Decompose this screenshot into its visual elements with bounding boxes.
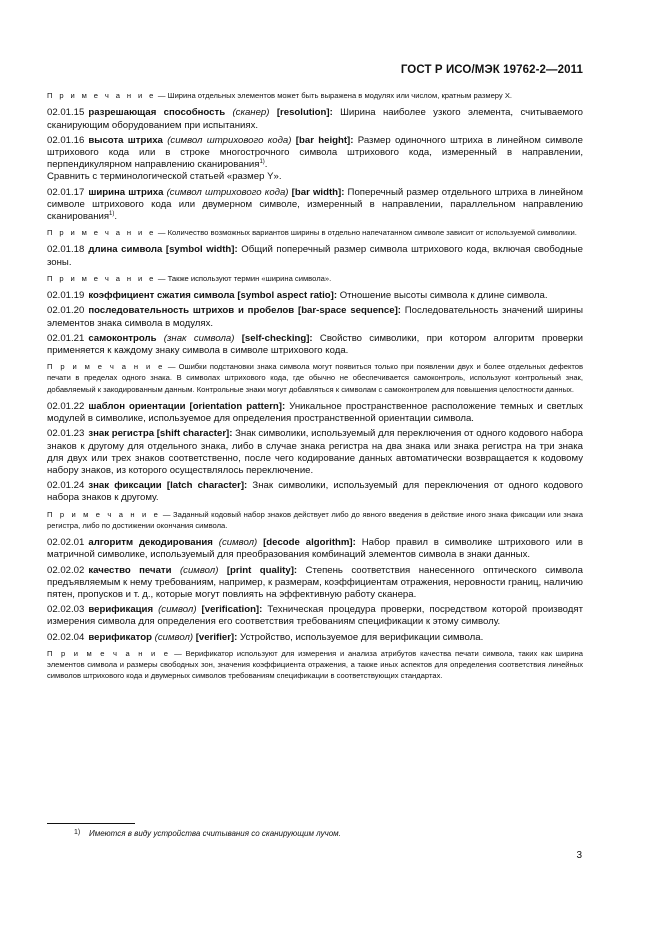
footnote-ref: 1) (109, 210, 115, 217)
term-qualifier: (сканер) (232, 107, 270, 119)
term-english: [verification]: (201, 604, 263, 616)
term-entry (47, 565, 583, 602)
footnote-ref: 1) (259, 159, 265, 166)
term-definition: Отношение высоты символа к длине символа. (337, 290, 548, 302)
note-label: П р и м е ч а н и е (47, 273, 156, 283)
term-entry (47, 290, 583, 302)
term-name: самоконтроль (88, 332, 157, 344)
term-entry (47, 135, 583, 172)
term-qualifier: (символ) (154, 631, 194, 643)
note (47, 90, 583, 101)
term-qualifier: (символ) (158, 604, 197, 616)
term-entry (47, 187, 583, 224)
term-english: [shift character]: (156, 428, 233, 440)
term-cross-reference: Сравнить с терминологической статьей «размер Y». (47, 171, 282, 183)
footnote-number: 1) (74, 829, 81, 836)
term-english: [bar width]: (291, 186, 345, 198)
term-number: 02.01.23 (47, 428, 85, 440)
term-english: [verifier]: (195, 631, 238, 643)
term-name: последовательность штрихов и пробелов (88, 305, 295, 317)
term-entry (47, 333, 583, 357)
term-number: 02.02.02 (47, 564, 85, 576)
note (47, 509, 583, 532)
term-definition: Знак символики, используемый для переключения от одного кодового набора знаков к другому для отдельного знака, либо в случае знака регистра на два знака или знака регистра на три знака для двух или трех знаков соответственно, после чего кодирование данных автоматически возвращается к кодовому набору знаков, из которого осуществлялось переключение. (47, 428, 584, 477)
term-entry (47, 604, 583, 628)
term-number: 02.01.18 (47, 244, 85, 256)
term-qualifier: (символ) (218, 537, 258, 549)
note-text: — Заданный кодовый набор знаков действует либо до явного введения в действие иного знака фиксации или знака регистра, либо по достижении окончания символа. (47, 509, 584, 530)
note-label: П р и м е ч а н и е (47, 362, 165, 372)
document-header: ГОСТ Р ИСО/МЭК 19762-2—2011 (400, 64, 583, 76)
term-number: 02.01.19 (47, 290, 85, 302)
note (47, 273, 583, 284)
term-english: [bar-space sequence]: (298, 305, 401, 317)
document-body (47, 90, 583, 688)
note-label: П р и м е ч а н и е (47, 228, 156, 238)
term-english: [orientation pattern]: (189, 401, 286, 413)
term-name: верификатор (88, 631, 152, 643)
footnote-divider (47, 823, 135, 824)
term-english: [print quality]: (226, 564, 298, 576)
term-entry (47, 480, 583, 504)
term-name: верификация (88, 604, 154, 616)
term-name: алгоритм декодирования (88, 537, 213, 549)
term-entry (47, 401, 583, 425)
footnote-text: Имеются в виду устройства считывания со сканирующим лучом. (89, 829, 341, 838)
note-text: — Также используют термин «ширина символа». (155, 273, 332, 283)
term-name: шаблон ориентации (88, 401, 186, 413)
page-number: 3 (576, 850, 582, 861)
term-name: знак фиксации (88, 480, 162, 492)
term-definition: Общий поперечный размер символа штрихового кода, включая свободные зоны. (47, 244, 584, 268)
term-english: [self-checking]: (241, 332, 313, 344)
note-label: П р и м е ч а н и е (47, 509, 161, 519)
term-definition: Размер одиночного штриха в линейном символе штрихового кода или в строке многострочного символа штрихового кода, измеренный в направлении, перпендикулярном направлению сканирования (47, 134, 583, 171)
term-qualifier: (символ штрихового кода) (167, 134, 292, 146)
term-definition: Уникальное пространственное расположение темных и светлых модулей в символике, используемое для определения пространственной ориентации символа. (47, 401, 583, 425)
note-label: П р и м е ч а н и е (47, 91, 156, 100)
note-text: — Количество возможных вариантов ширины в отдельно напечатанном символе зависит от используемой символики. (155, 228, 577, 238)
term-entry (47, 244, 583, 268)
term-definition: Свойство символики, при котором алгоритм проверки применяется к каждому знаку символа в символе штрихового кода. (47, 332, 583, 356)
term-qualifier: (символ) (179, 564, 219, 576)
term-number: 02.02.03 (47, 604, 85, 616)
term-name: разрешающая способность (88, 107, 226, 119)
term-name: коэффициент сжатия символа (88, 290, 235, 302)
term-entry (47, 107, 583, 131)
term-qualifier: (символ штрихового кода) (166, 186, 289, 198)
term-english: [bar height]: (295, 134, 354, 146)
term-definition: Техническая процедура проверки, посредством которой производят измерения символа для определения его соответствия требованиям спецификации к этому символу. (47, 604, 583, 628)
term-english: [decode algorithm]: (263, 537, 356, 549)
term-name: знак регистра (88, 428, 155, 440)
note-label: П р и м е ч а н и е (47, 648, 171, 658)
note-text: — Ошибки подстановки знака символа могут появиться только при появлении двух и более отдельных дефектов печати в пределах одного знака. В символах штрихового кода, где обычно не обеспечивается самоконтроль, используют контрольный знак, добавляемый к закодированным данным. Контрольные знаки могут добавляться к символам с самоконтролем для повышения целостности данных. (47, 362, 584, 394)
term-english: [symbol aspect ratio]: (237, 290, 338, 302)
term-definition-end: . (264, 159, 268, 171)
note-text: — Верификатор используют для измерения и анализа атрибутов качества печати символа, таких как ширина элементов символа и размеры свободных зон, значения коэффициента отражения, а также иных аспектов для определения соответствия линейных символов штрихового кода и двумерных символов требованиям спецификации в соответствующих стандартах. (47, 648, 583, 681)
footnote (74, 829, 341, 838)
term-english: [symbol width]: (165, 244, 238, 256)
term-number: 02.02.01 (47, 537, 85, 549)
term-number: 02.01.22 (47, 401, 85, 413)
term-definition: Ширина наиболее узкого элемента, считываемого сканирующим оборудованием при испытаниях. (47, 107, 583, 131)
term-definition: Последовательность значений ширины элементов знака символа в модулях. (47, 305, 583, 329)
term-definition: Набор правил в символике штрихового или в матричной символике, используемый для преобразования комбинаций элементов символа в знаки данных. (47, 537, 583, 561)
term-english: [resolution]: (276, 107, 333, 119)
term-entry (47, 632, 583, 644)
term-name: ширина штриха (88, 186, 164, 198)
term-definition: Устройство, используемое для верификации символа. (237, 631, 484, 643)
term-definition-end: . (114, 210, 118, 222)
term-name: длина символа (88, 244, 163, 256)
term-number: 02.01.16 (47, 134, 85, 146)
term-number: 02.01.21 (47, 332, 85, 344)
term-entry (47, 428, 583, 477)
term-name: качество печати (88, 564, 172, 576)
term-number: 02.02.04 (47, 631, 85, 643)
term-number: 02.01.20 (47, 305, 85, 317)
term-number: 02.01.24 (47, 480, 85, 492)
note (47, 361, 583, 395)
term-definition: Поперечный размер отдельного штриха в линейном символе штрихового кода или двумерном символе, измеренный в направлении, параллельном направлению сканирования (47, 186, 583, 222)
term-entry (47, 305, 583, 329)
term-definition: Знак символики, используемый для переключения от одного кодового набора знаков к другому. (47, 480, 583, 504)
term-number: 02.01.15 (47, 107, 85, 119)
note (47, 648, 583, 682)
note-text: — Ширина отдельных элементов может быть выражена в модулях или числом, кратным размеру X. (155, 91, 513, 100)
term-definition: Степень соответствия нанесенного оптического символа предъявляемым к нему требованиям, например, к размерам, коэффициентам отражения, неровности границ, наличию пятен, пропусков и т. д., которые могут повлиять на эффективную работу сканера. (47, 564, 583, 601)
term-name: высота штриха (88, 134, 163, 146)
term-english: [latch character]: (166, 480, 248, 492)
term-entry (47, 537, 583, 561)
note (47, 227, 583, 238)
term-number: 02.01.17 (47, 186, 85, 198)
term-qualifier: (знак символа) (163, 332, 235, 344)
